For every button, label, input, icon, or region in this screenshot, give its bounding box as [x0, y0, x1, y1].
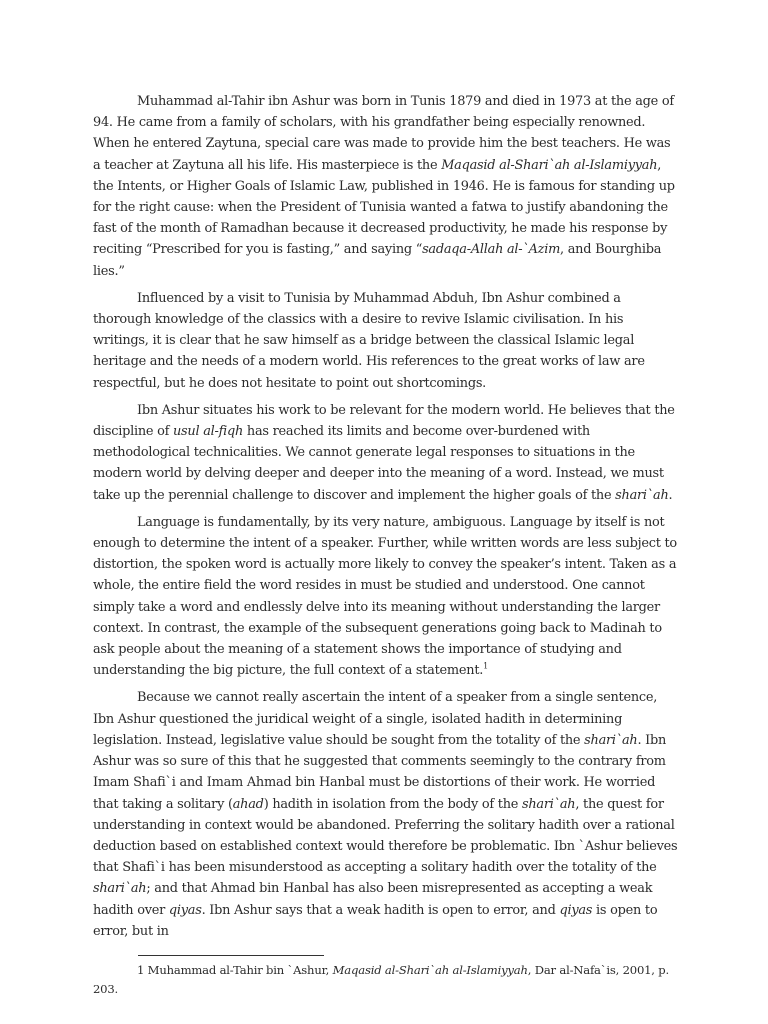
paragraph: [93, 91, 679, 282]
text-run: . Ibn Ashur says that a weak hadith is open to error, and: [201, 902, 560, 918]
body-text: [93, 91, 679, 948]
text-run: , Dar al-Nafa`is, 2001, p. 203.: [93, 963, 669, 996]
text-run: is open to error, but in: [93, 902, 658, 939]
italic-term: qiyas: [559, 902, 593, 918]
italic-term: shari`ah: [522, 796, 576, 812]
text-run: , the quest for understanding in context would be abandoned. Preferring the solitary hadith over a rational deduction based on established context would therefore be problematic. Ibn `Ashur believes that Shafi`i has been misunderstood as accepting a solitary hadith over the totality of the: [93, 796, 678, 876]
text-run: Ibn Ashur situates his work to be relevant for the modern world. He believes that the discipline of: [93, 402, 675, 440]
text-run: , the Intents, or Higher Goals of Islamic Law, published in 1946. He is famous for standing up for the right cause: when the President of Tunisia wanted a fatwa to justify abandoning the fast of the month of Ramadhan because it decreased productivity, he made his response by reciting “Prescribed for you is fasting,” and saying “: [93, 157, 675, 258]
italic-term: usul al-fiqh: [173, 424, 244, 440]
italic-term: sadaqa-Allah al-`Azim: [422, 242, 561, 258]
paragraph: [93, 400, 679, 506]
text-run: . Ibn Ashur was so sure of this that he suggested that comments seemingly to the contrary from Imam Shafi`i and Imam Ahmad bin Hanbal must be distortions of their work. He worried that taking a solitary (: [93, 732, 667, 812]
footnote: [93, 961, 679, 999]
italic-term: qiyas: [168, 902, 202, 918]
italic-term: Maqasid al-Shari`ah al-Islamiyyah: [441, 157, 658, 173]
footnote-separator: [138, 955, 324, 956]
text-run: has reached its limits and become over-burdened with methodological technicalities. We cannot generate legal responses to situations in the modern world by delving deeper and deeper into the meaning of a word. Instead, we must take up the perennial challenge to discover and implement the higher goals of the: [93, 424, 664, 503]
text-run: ; and that Ahmad bin Hanbal has also been misrepresented as accepting a weak hadith over: [93, 881, 653, 918]
text-run: 1 Muhammad al-Tahir bin `Ashur,: [137, 963, 333, 977]
italic-term: shari`ah: [615, 487, 669, 503]
italic-term: Maqasid al-Shari`ah al-Islamiyyah: [332, 963, 528, 977]
text-run: .: [668, 487, 673, 503]
italic-term: ahad: [232, 796, 264, 812]
paragraph: [93, 288, 679, 394]
text-run: , and Bourghiba lies.”: [93, 242, 662, 279]
text-run: Because we cannot really ascertain the intent of a speaker from a single sentence, Ibn Ashur questioned the juridical weight of a single, isolated hadith in determining legislation. Instead, legislative value should be sought from the totality of the: [93, 690, 658, 748]
paragraph: [93, 687, 679, 941]
text-run: ) hadith in isolation from the body of the: [263, 796, 523, 812]
paragraph: [93, 512, 679, 682]
italic-term: shari`ah: [93, 881, 147, 897]
text-run: Influenced by a visit to Tunisia by Muhammad Abduh, Ibn Ashur combined a thorough knowledge of the classics with a desire to revive Islamic civilisation. In his writings, it is clear that he saw himself as a bridge between the classical Islamic legal heritage and the needs of a modern world. His references to the great works of law are respectful, but he does not hesitate to point out shortcomings.: [93, 290, 645, 391]
italic-term: shari`ah: [584, 732, 638, 748]
text-run: Muhammad al-Tahir ibn Ashur was born in Tunis 1879 and died in 1973 at the age of 94. He came from a family of scholars, with his grandfather being especially renowned. When he entered Zaytuna, special care was made to provide him the best teachers. He was a teacher at Zaytuna all his life. His masterpiece is the: [93, 94, 674, 173]
footnote-marker: 1: [483, 661, 488, 671]
text-run: Language is fundamentally, by its very nature, ambiguous. Language by itself is not enough to determine the intent of a speaker. Further, while written words are less subject to distortion, the spoken word is actually more likely to convey the speaker’s intent. Taken as a whole, the entire field the word resides in must be studied and understood. One cannot simply take a word and endlessly delve into its meaning without understanding the larger context. In contrast, the example of the subsequent generations going back to Madinah to ask people about the meaning of a statement shows the importance of studying and understanding the big picture, the full context of a statement.: [93, 514, 677, 679]
